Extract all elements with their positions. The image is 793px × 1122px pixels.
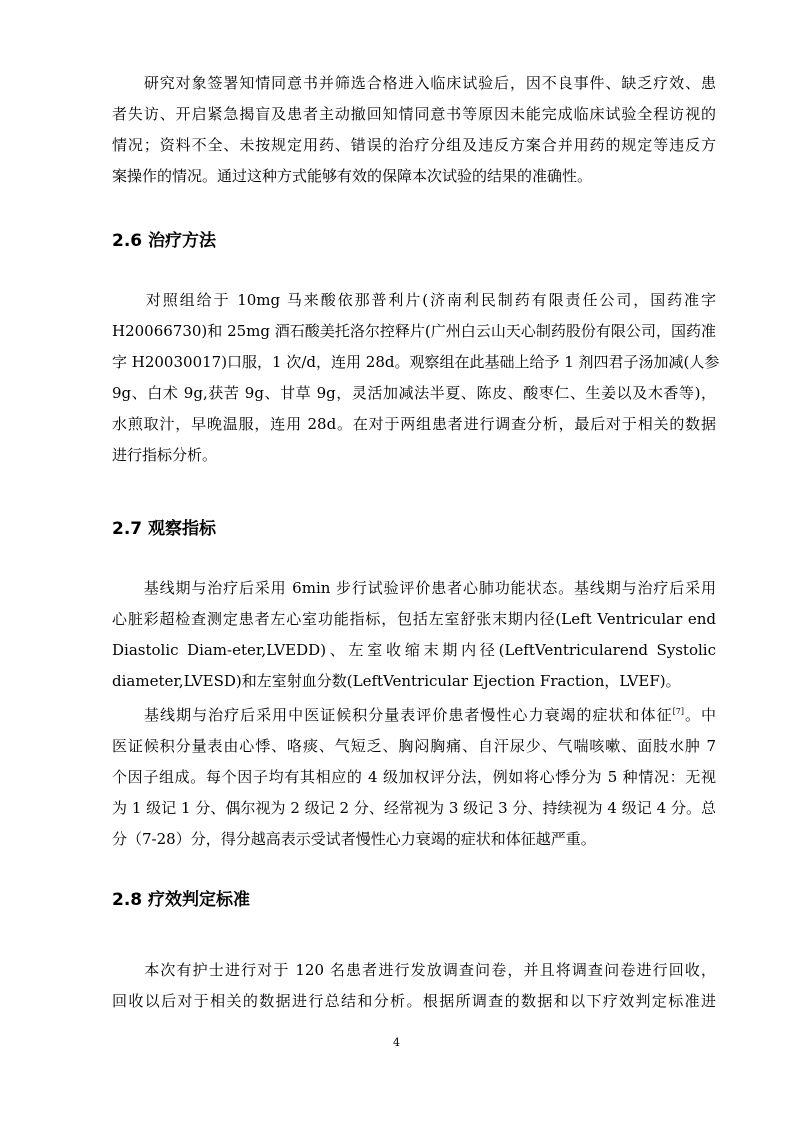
text-line: 字 H20030017)口服，1 次/d，连用 28d。观察组在此基础上给予 1 剂四君子汤加减(人参 xyxy=(112,353,720,371)
text-line: Diastolic Diam-eter,LVEDD)、左室收缩末期内径(LeftVentricularend Systolic xyxy=(112,641,716,659)
paragraph-exclusion xyxy=(112,68,716,192)
text-line: 个因子组成。每个因子均有其相应的 4 级加权评分法，例如将心悸分为 5 种情况：无视 xyxy=(112,768,716,786)
paragraph-tcm-score xyxy=(112,700,716,855)
text-segment: 基线期与治疗后采用中医证候积分量表评价患者慢性心力衰竭的症状和体征 xyxy=(112,706,673,724)
heading-treatment-method: 2.6 治疗方法 xyxy=(112,231,217,251)
text-line: H20066730)和 25mg 酒石酸美托洛尔控释片(广州白云山天心制药股份有限公司，国药准 xyxy=(112,322,716,340)
heading-observation-indicators: 2.7 观察指标 xyxy=(112,519,217,539)
text-line: 基线期与治疗后采用 6min 步行试验评价患者心肺功能状态。基线期与治疗后采用 xyxy=(112,579,716,597)
paragraph-treatment xyxy=(112,285,720,471)
paragraph-indicators xyxy=(112,573,716,697)
page-number: 4 xyxy=(393,1036,400,1049)
text-line: 对照组给于 10mg 马来酸依那普利片(济南利民制药有限责任公司，国药准字 xyxy=(112,291,716,309)
text-line: 9g、白术 9g,获苦 9g、甘草 9g，灵活加减法半夏、陈皮、酸枣仁、生姜以及木香等)， xyxy=(112,384,716,402)
text-segment: 。中 xyxy=(683,706,716,724)
text-line: diameter,LVESD)和左室射血分数(LeftVentricular Ejection Fraction，LVEF)。 xyxy=(112,672,681,690)
text-line xyxy=(112,700,716,731)
text-line: 情况；资料不全、未按规定用药、错误的治疗分组及违反方案合并用药的规定等违反方 xyxy=(112,136,716,154)
text-line: 分（7-28）分，得分越高表示受试者慢性心力衰竭的症状和体征越严重。 xyxy=(112,830,596,848)
citation-ref: [7] xyxy=(672,707,684,716)
text-line: 案操作的情况。通过这种方式能够有效的保障本次试验的结果的准确性。 xyxy=(112,167,593,185)
text-line: 心脏彩超检查测定患者左心室功能指标，包括左室舒张末期内径(Left Ventricular end xyxy=(112,610,716,628)
text-line: 研究对象签署知情同意书并筛选合格进入临床试验后，因不良事件、缺乏疗效、患 xyxy=(112,74,716,92)
text-line: 者失访、开启紧急揭盲及患者主动撤回知情同意书等原因未能完成临床试验全程访视的 xyxy=(112,105,716,123)
text-line: 为 1 级记 1 分、偶尔视为 2 级记 2 分、经常视为 3 级记 3 分、持续视为 4 级记 4 分。总 xyxy=(112,799,716,817)
text-line: 回收以后对于相关的数据进行总结和分析。根据所调查的数据和以下疗效判定标准进 xyxy=(112,992,716,1010)
paragraph-survey xyxy=(112,955,716,1017)
text-line: 本次有护士进行对于 120 名患者进行发放调查问卷，并且将调查问卷进行回收， xyxy=(112,961,716,979)
text-line: 水煎取汁，早晚温服，连用 28d。在对于两组患者进行调查分析，最后对于相关的数据 xyxy=(112,415,716,433)
text-line: 医证候积分量表由心悸、咯痰、气短乏、胸闷胸痛、自汗尿少、气喘咳嗽、面肢水肿 7 xyxy=(112,737,716,755)
text-line: 进行指标分析。 xyxy=(112,446,218,464)
heading-efficacy-criteria: 2.8 疗效判定标准 xyxy=(112,890,251,910)
